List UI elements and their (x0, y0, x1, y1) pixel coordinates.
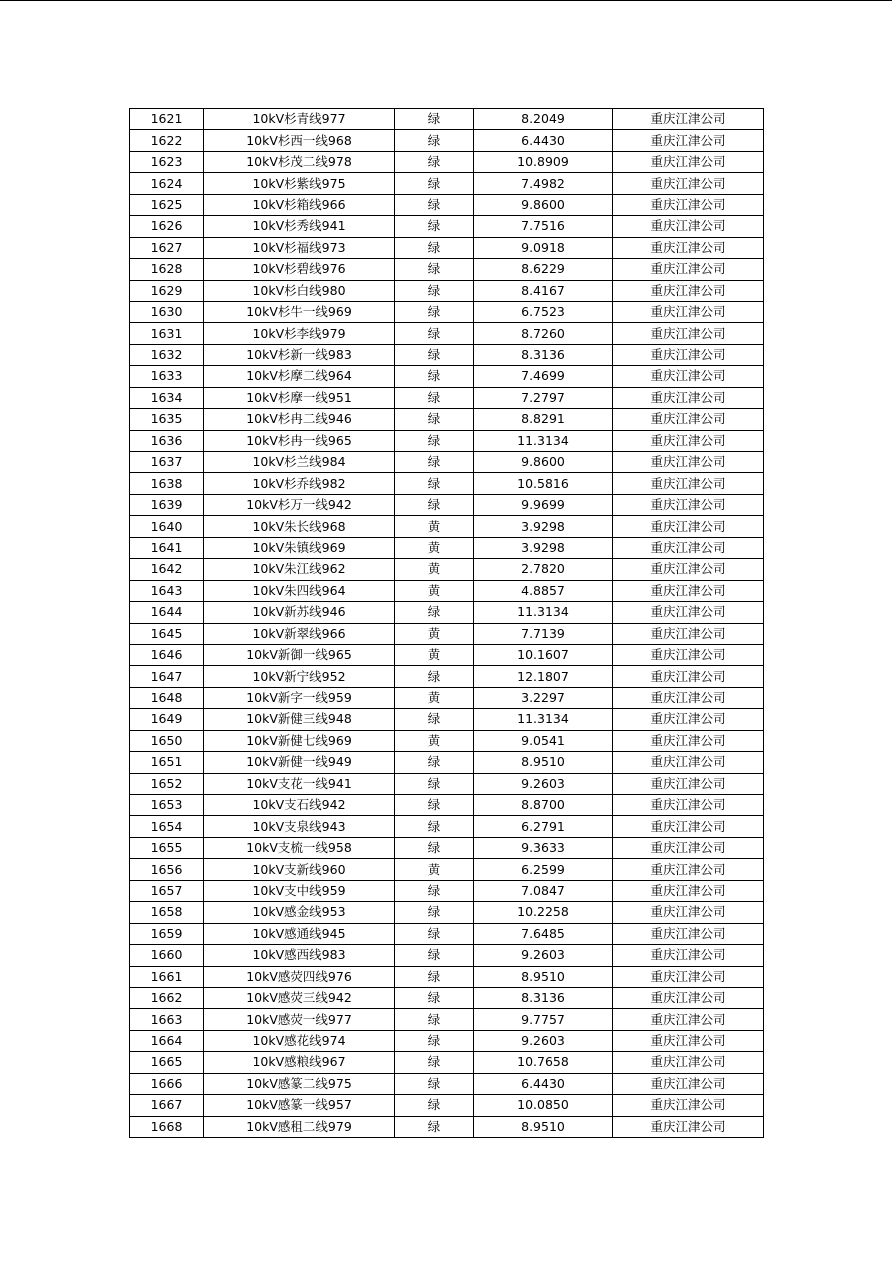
table-row (130, 516, 764, 537)
table-row (130, 795, 764, 816)
table-row (130, 109, 764, 130)
company-cell: 重庆江津公司 (613, 795, 764, 816)
company-cell: 重庆江津公司 (613, 623, 764, 644)
company-cell: 重庆江津公司 (613, 837, 764, 858)
serial-number-cell: 1665 (130, 1052, 204, 1073)
value-cell: 6.2599 (474, 859, 613, 880)
status-color-cell: 绿 (395, 173, 474, 194)
line-name-cell: 10kV感西线983 (204, 945, 395, 966)
serial-number-cell: 1636 (130, 430, 204, 451)
company-cell: 重庆江津公司 (613, 602, 764, 623)
value-cell: 6.4430 (474, 1073, 613, 1094)
serial-number-cell: 1667 (130, 1095, 204, 1116)
serial-number-cell: 1625 (130, 194, 204, 215)
table-row (130, 666, 764, 687)
serial-number-cell: 1635 (130, 409, 204, 430)
table-row (130, 344, 764, 365)
table-row (130, 923, 764, 944)
serial-number-cell: 1646 (130, 644, 204, 665)
company-cell: 重庆江津公司 (613, 494, 764, 515)
serial-number-cell: 1662 (130, 987, 204, 1008)
serial-number-cell: 1668 (130, 1116, 204, 1137)
status-color-cell: 绿 (395, 366, 474, 387)
status-color-cell: 绿 (395, 216, 474, 237)
value-cell: 4.8857 (474, 580, 613, 601)
company-cell: 重庆江津公司 (613, 580, 764, 601)
value-cell: 9.0541 (474, 730, 613, 751)
table-row (130, 1052, 764, 1073)
line-name-cell: 10kV朱镇线969 (204, 537, 395, 558)
status-color-cell: 绿 (395, 837, 474, 858)
company-cell: 重庆江津公司 (613, 452, 764, 473)
line-name-cell: 10kV杉碧线976 (204, 259, 395, 280)
table-row (130, 409, 764, 430)
value-cell: 10.8909 (474, 151, 613, 172)
page-top-border (0, 0, 892, 1)
value-cell: 6.4430 (474, 130, 613, 151)
company-cell: 重庆江津公司 (613, 344, 764, 365)
status-color-cell: 绿 (395, 1052, 474, 1073)
value-cell: 10.7658 (474, 1052, 613, 1073)
status-color-cell: 绿 (395, 301, 474, 322)
line-name-cell: 10kV支石线942 (204, 795, 395, 816)
company-cell: 重庆江津公司 (613, 537, 764, 558)
company-cell: 重庆江津公司 (613, 173, 764, 194)
value-cell: 9.9699 (474, 494, 613, 515)
table-row (130, 730, 764, 751)
status-color-cell: 绿 (395, 151, 474, 172)
company-cell: 重庆江津公司 (613, 966, 764, 987)
table-row (130, 602, 764, 623)
serial-number-cell: 1653 (130, 795, 204, 816)
serial-number-cell: 1631 (130, 323, 204, 344)
value-cell: 10.1607 (474, 644, 613, 665)
line-name-cell: 10kV新健七线969 (204, 730, 395, 751)
company-cell: 重庆江津公司 (613, 430, 764, 451)
company-cell: 重庆江津公司 (613, 409, 764, 430)
line-name-cell: 10kV杉紫线975 (204, 173, 395, 194)
status-color-cell: 黄 (395, 859, 474, 880)
line-name-cell: 10kV杉西一线968 (204, 130, 395, 151)
value-cell: 8.2049 (474, 109, 613, 130)
table-row (130, 752, 764, 773)
status-color-cell: 绿 (395, 1009, 474, 1030)
company-cell: 重庆江津公司 (613, 1052, 764, 1073)
table-row (130, 837, 764, 858)
table-row (130, 987, 764, 1008)
serial-number-cell: 1663 (130, 1009, 204, 1030)
line-name-cell: 10kV朱江线962 (204, 559, 395, 580)
line-name-cell: 10kV支泉线943 (204, 816, 395, 837)
status-color-cell: 黄 (395, 580, 474, 601)
company-cell: 重庆江津公司 (613, 1073, 764, 1094)
line-name-cell: 10kV杉青线977 (204, 109, 395, 130)
status-color-cell: 绿 (395, 773, 474, 794)
value-cell: 11.3134 (474, 430, 613, 451)
value-cell: 7.7516 (474, 216, 613, 237)
value-cell: 9.8600 (474, 194, 613, 215)
status-color-cell: 绿 (395, 259, 474, 280)
company-cell: 重庆江津公司 (613, 194, 764, 215)
serial-number-cell: 1666 (130, 1073, 204, 1094)
table-row (130, 259, 764, 280)
status-color-cell: 绿 (395, 1073, 474, 1094)
company-cell: 重庆江津公司 (613, 816, 764, 837)
company-cell: 重庆江津公司 (613, 1095, 764, 1116)
status-color-cell: 绿 (395, 494, 474, 515)
status-color-cell: 绿 (395, 987, 474, 1008)
status-color-cell: 黄 (395, 516, 474, 537)
line-name-cell: 10kV感粮线967 (204, 1052, 395, 1073)
table-row (130, 387, 764, 408)
table-row (130, 216, 764, 237)
line-name-cell: 10kV杉万一线942 (204, 494, 395, 515)
serial-number-cell: 1641 (130, 537, 204, 558)
line-name-cell: 10kV支梳一线958 (204, 837, 395, 858)
company-cell: 重庆江津公司 (613, 644, 764, 665)
serial-number-cell: 1633 (130, 366, 204, 387)
line-name-cell: 10kV杉白线980 (204, 280, 395, 301)
table-row (130, 494, 764, 515)
table-row (130, 773, 764, 794)
value-cell: 9.8600 (474, 452, 613, 473)
value-cell: 7.0847 (474, 880, 613, 901)
table-row (130, 559, 764, 580)
table-row (130, 880, 764, 901)
value-cell: 9.3633 (474, 837, 613, 858)
company-cell: 重庆江津公司 (613, 945, 764, 966)
table-row (130, 151, 764, 172)
value-cell: 8.9510 (474, 966, 613, 987)
status-color-cell: 黄 (395, 730, 474, 751)
value-cell: 11.3134 (474, 709, 613, 730)
company-cell: 重庆江津公司 (613, 773, 764, 794)
status-color-cell: 绿 (395, 602, 474, 623)
status-color-cell: 绿 (395, 237, 474, 258)
table-row (130, 709, 764, 730)
serial-number-cell: 1634 (130, 387, 204, 408)
line-name-cell: 10kV感荧四线976 (204, 966, 395, 987)
company-cell: 重庆江津公司 (613, 730, 764, 751)
line-name-cell: 10kV感篆一线957 (204, 1095, 395, 1116)
serial-number-cell: 1626 (130, 216, 204, 237)
company-cell: 重庆江津公司 (613, 709, 764, 730)
company-cell: 重庆江津公司 (613, 1030, 764, 1051)
value-cell: 2.7820 (474, 559, 613, 580)
line-name-cell: 10kV感荧三线942 (204, 987, 395, 1008)
line-name-cell: 10kV杉冉一线965 (204, 430, 395, 451)
serial-number-cell: 1645 (130, 623, 204, 644)
company-cell: 重庆江津公司 (613, 237, 764, 258)
table-row (130, 1073, 764, 1094)
value-cell: 8.9510 (474, 1116, 613, 1137)
table-row (130, 301, 764, 322)
serial-number-cell: 1655 (130, 837, 204, 858)
value-cell: 10.0850 (474, 1095, 613, 1116)
status-color-cell: 绿 (395, 280, 474, 301)
company-cell: 重庆江津公司 (613, 259, 764, 280)
status-color-cell: 黄 (395, 559, 474, 580)
table-row (130, 1030, 764, 1051)
company-cell: 重庆江津公司 (613, 323, 764, 344)
table-row (130, 473, 764, 494)
serial-number-cell: 1660 (130, 945, 204, 966)
status-color-cell: 黄 (395, 687, 474, 708)
status-color-cell: 黄 (395, 537, 474, 558)
line-name-cell: 10kV杉福线973 (204, 237, 395, 258)
serial-number-cell: 1656 (130, 859, 204, 880)
line-name-cell: 10kV杉乔线982 (204, 473, 395, 494)
table-row (130, 966, 764, 987)
serial-number-cell: 1621 (130, 109, 204, 130)
status-color-cell: 绿 (395, 387, 474, 408)
table-row (130, 430, 764, 451)
line-name-cell: 10kV杉李线979 (204, 323, 395, 344)
value-cell: 8.3136 (474, 344, 613, 365)
company-cell: 重庆江津公司 (613, 280, 764, 301)
company-cell: 重庆江津公司 (613, 516, 764, 537)
value-cell: 6.7523 (474, 301, 613, 322)
company-cell: 重庆江津公司 (613, 902, 764, 923)
company-cell: 重庆江津公司 (613, 366, 764, 387)
line-name-cell: 10kV新苏线946 (204, 602, 395, 623)
serial-number-cell: 1632 (130, 344, 204, 365)
company-cell: 重庆江津公司 (613, 752, 764, 773)
table-row (130, 644, 764, 665)
value-cell: 10.5816 (474, 473, 613, 494)
serial-number-cell: 1640 (130, 516, 204, 537)
value-cell: 8.7260 (474, 323, 613, 344)
line-name-cell: 10kV支中线959 (204, 880, 395, 901)
line-name-cell: 10kV新宁线952 (204, 666, 395, 687)
serial-number-cell: 1627 (130, 237, 204, 258)
line-name-cell: 10kV朱长线968 (204, 516, 395, 537)
value-cell: 7.7139 (474, 623, 613, 644)
line-name-cell: 10kV感荧一线977 (204, 1009, 395, 1030)
table-row (130, 945, 764, 966)
status-color-cell: 绿 (395, 473, 474, 494)
company-cell: 重庆江津公司 (613, 1116, 764, 1137)
company-cell: 重庆江津公司 (613, 859, 764, 880)
serial-number-cell: 1664 (130, 1030, 204, 1051)
serial-number-cell: 1638 (130, 473, 204, 494)
value-cell: 9.7757 (474, 1009, 613, 1030)
company-cell: 重庆江津公司 (613, 473, 764, 494)
table-row (130, 366, 764, 387)
serial-number-cell: 1637 (130, 452, 204, 473)
table-row (130, 537, 764, 558)
line-name-cell: 10kV感花线974 (204, 1030, 395, 1051)
line-name-cell: 10kV感金线953 (204, 902, 395, 923)
status-color-cell: 绿 (395, 1030, 474, 1051)
feeder-line-table (129, 108, 764, 1138)
company-cell: 重庆江津公司 (613, 880, 764, 901)
company-cell: 重庆江津公司 (613, 923, 764, 944)
serial-number-cell: 1628 (130, 259, 204, 280)
line-name-cell: 10kV杉茂二线978 (204, 151, 395, 172)
status-color-cell: 绿 (395, 752, 474, 773)
table-row (130, 1095, 764, 1116)
line-name-cell: 10kV支花一线941 (204, 773, 395, 794)
value-cell: 8.4167 (474, 280, 613, 301)
table-row (130, 173, 764, 194)
serial-number-cell: 1661 (130, 966, 204, 987)
company-cell: 重庆江津公司 (613, 987, 764, 1008)
value-cell: 9.0918 (474, 237, 613, 258)
line-name-cell: 10kV新健一线949 (204, 752, 395, 773)
status-color-cell: 绿 (395, 109, 474, 130)
table-row (130, 323, 764, 344)
line-name-cell: 10kV杉摩二线964 (204, 366, 395, 387)
value-cell: 9.2603 (474, 945, 613, 966)
serial-number-cell: 1629 (130, 280, 204, 301)
value-cell: 6.2791 (474, 816, 613, 837)
line-name-cell: 10kV感通线945 (204, 923, 395, 944)
status-color-cell: 绿 (395, 880, 474, 901)
line-name-cell: 10kV朱四线964 (204, 580, 395, 601)
status-color-cell: 绿 (395, 923, 474, 944)
status-color-cell: 绿 (395, 344, 474, 365)
status-color-cell: 绿 (395, 130, 474, 151)
company-cell: 重庆江津公司 (613, 559, 764, 580)
serial-number-cell: 1650 (130, 730, 204, 751)
line-name-cell: 10kV感篆二线975 (204, 1073, 395, 1094)
serial-number-cell: 1659 (130, 923, 204, 944)
table-row (130, 237, 764, 258)
value-cell: 8.6229 (474, 259, 613, 280)
serial-number-cell: 1658 (130, 902, 204, 923)
status-color-cell: 绿 (395, 194, 474, 215)
line-name-cell: 10kV杉冉二线946 (204, 409, 395, 430)
company-cell: 重庆江津公司 (613, 130, 764, 151)
value-cell: 3.9298 (474, 537, 613, 558)
status-color-cell: 黄 (395, 644, 474, 665)
table-row (130, 130, 764, 151)
line-name-cell: 10kV新翠线966 (204, 623, 395, 644)
table-row (130, 816, 764, 837)
line-name-cell: 10kV新字一线959 (204, 687, 395, 708)
line-name-cell: 10kV杉秀线941 (204, 216, 395, 237)
status-color-cell: 绿 (395, 1116, 474, 1137)
status-color-cell: 绿 (395, 902, 474, 923)
value-cell: 7.4982 (474, 173, 613, 194)
value-cell: 9.2603 (474, 1030, 613, 1051)
value-cell: 3.2297 (474, 687, 613, 708)
serial-number-cell: 1623 (130, 151, 204, 172)
serial-number-cell: 1642 (130, 559, 204, 580)
value-cell: 7.6485 (474, 923, 613, 944)
serial-number-cell: 1647 (130, 666, 204, 687)
table-row (130, 623, 764, 644)
company-cell: 重庆江津公司 (613, 151, 764, 172)
line-name-cell: 10kV新健三线948 (204, 709, 395, 730)
status-color-cell: 绿 (395, 1095, 474, 1116)
value-cell: 10.2258 (474, 902, 613, 923)
status-color-cell: 绿 (395, 409, 474, 430)
value-cell: 7.2797 (474, 387, 613, 408)
table-row (130, 859, 764, 880)
company-cell: 重庆江津公司 (613, 216, 764, 237)
status-color-cell: 绿 (395, 966, 474, 987)
serial-number-cell: 1644 (130, 602, 204, 623)
value-cell: 3.9298 (474, 516, 613, 537)
value-cell: 8.3136 (474, 987, 613, 1008)
serial-number-cell: 1622 (130, 130, 204, 151)
line-name-cell: 10kV支新线960 (204, 859, 395, 880)
line-name-cell: 10kV杉牛一线969 (204, 301, 395, 322)
serial-number-cell: 1643 (130, 580, 204, 601)
serial-number-cell: 1639 (130, 494, 204, 515)
serial-number-cell: 1652 (130, 773, 204, 794)
value-cell: 8.9510 (474, 752, 613, 773)
value-cell: 8.8291 (474, 409, 613, 430)
value-cell: 8.8700 (474, 795, 613, 816)
table-body (130, 109, 764, 1138)
status-color-cell: 绿 (395, 795, 474, 816)
status-color-cell: 绿 (395, 452, 474, 473)
table-row (130, 1116, 764, 1137)
table-row (130, 902, 764, 923)
status-color-cell: 绿 (395, 666, 474, 687)
table-row (130, 452, 764, 473)
value-cell: 9.2603 (474, 773, 613, 794)
table-row (130, 1009, 764, 1030)
line-name-cell: 10kV感租二线979 (204, 1116, 395, 1137)
company-cell: 重庆江津公司 (613, 301, 764, 322)
company-cell: 重庆江津公司 (613, 1009, 764, 1030)
company-cell: 重庆江津公司 (613, 687, 764, 708)
status-color-cell: 绿 (395, 816, 474, 837)
table-row (130, 687, 764, 708)
company-cell: 重庆江津公司 (613, 387, 764, 408)
status-color-cell: 绿 (395, 430, 474, 451)
status-color-cell: 绿 (395, 709, 474, 730)
status-color-cell: 绿 (395, 945, 474, 966)
line-name-cell: 10kV新御一线965 (204, 644, 395, 665)
line-name-cell: 10kV杉箱线966 (204, 194, 395, 215)
table-row (130, 280, 764, 301)
serial-number-cell: 1624 (130, 173, 204, 194)
serial-number-cell: 1649 (130, 709, 204, 730)
line-name-cell: 10kV杉兰线984 (204, 452, 395, 473)
serial-number-cell: 1630 (130, 301, 204, 322)
value-cell: 7.4699 (474, 366, 613, 387)
line-name-cell: 10kV杉新一线983 (204, 344, 395, 365)
status-color-cell: 黄 (395, 623, 474, 644)
company-cell: 重庆江津公司 (613, 109, 764, 130)
table-row (130, 580, 764, 601)
table-row (130, 194, 764, 215)
serial-number-cell: 1648 (130, 687, 204, 708)
serial-number-cell: 1657 (130, 880, 204, 901)
line-name-cell: 10kV杉摩一线951 (204, 387, 395, 408)
serial-number-cell: 1651 (130, 752, 204, 773)
value-cell: 12.1807 (474, 666, 613, 687)
serial-number-cell: 1654 (130, 816, 204, 837)
company-cell: 重庆江津公司 (613, 666, 764, 687)
value-cell: 11.3134 (474, 602, 613, 623)
status-color-cell: 绿 (395, 323, 474, 344)
